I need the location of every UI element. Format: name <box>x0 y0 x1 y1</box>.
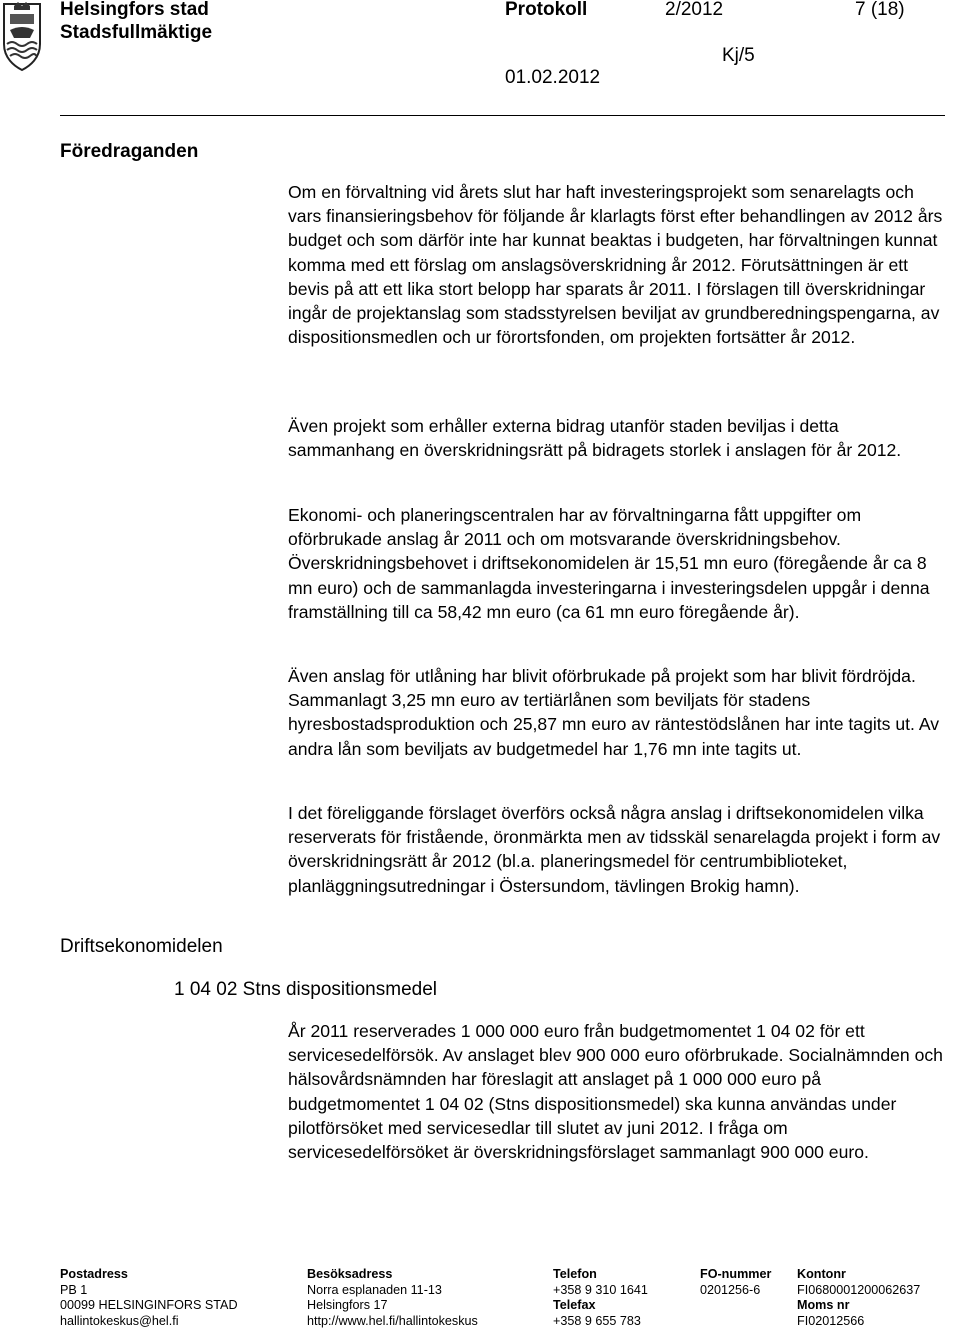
footer-fax-label: Telefax <box>553 1298 596 1313</box>
footer-postal-line: 00099 HELSINGINFORS STAD <box>60 1298 238 1313</box>
footer-visit-label: Besöksadress <box>307 1267 393 1281</box>
footer-vat-value: FI02012566 <box>797 1313 865 1328</box>
org-name: Helsingfors stad <box>60 0 209 20</box>
side-heading: Driftsekonomidelen <box>60 936 223 957</box>
paragraph-1: Om en förvaltning vid årets slut har haft investeringsprojekt som senarelagts och vars finansieringsbehov för följande år klarlagts först efter behandlingen av 2012 års budget och som därför inte har kunnat beaktas i budgeten, har förvaltningen kunnat komma med ett förslag om anslagsöverskridning år 2012. Förutsättningen är ett bevis på att ett lika stort belopp har sparats år 2011. I förslagen till överskridningar ingår de projektanslag som stadsstyrelsen beviljat av grundberedningspengarna, av dispositionsmedlen och ur förortsfonden, om projekten fortsätter år 2012. <box>288 182 943 348</box>
sub-heading: 1 04 02 Stns dispositionsmedel <box>174 979 437 1000</box>
header-divider <box>60 115 945 116</box>
footer-account-label: Kontonr <box>797 1267 846 1281</box>
footer-business-id-value: 0201256-6 <box>700 1282 761 1297</box>
footer-visit <box>307 1267 478 1329</box>
item-number: Kj/5 <box>722 45 755 66</box>
footer-phone-value: +358 9 310 1641 <box>553 1282 648 1297</box>
footer-account <box>797 1267 920 1329</box>
footer-postal-line: PB 1 <box>60 1282 88 1297</box>
footer-email-link[interactable]: hallintokeskus@hel.fi <box>60 1313 179 1328</box>
footer-website-link[interactable]: http://www.hel.fi/hallintokeskus <box>307 1313 478 1328</box>
paragraph-3: Ekonomi- och planeringscentralen har av förvaltningarna fått uppgifter om oförbrukade anslag år 2011 och om motsvarande överskridningsbehov. Överskridningsbehovet i driftsekonomidelen är 15,51 mn euro (föregående år ca 8 mn euro) och de sammanlagda investeringarna i investeringsdelen uppgår i denna framställning till ca 58,42 mn euro (ca 61 mn euro föregående år). <box>288 505 930 622</box>
section-title: Föredraganden <box>60 141 199 162</box>
footer-visit-line: Norra esplanaden 11-13 <box>307 1282 442 1297</box>
footer-phone-label: Telefon <box>553 1267 597 1281</box>
page-number: 7 (18) <box>855 0 905 20</box>
footer-visit-line: Helsingfors 17 <box>307 1298 388 1313</box>
paragraph-4: Även anslag för utlåning har blivit oförbrukade på projekt som har blivit fördröjda. Sammanlagt 3,25 mn euro av tertiärlånen som beviljats för stadens hyresbostadsproduktion och 25,87 mn euro av räntestödslånen har inte tagits ut. Av andra lån som beviljats av budgetmedel har 1,76 mn inte tagits ut. <box>288 666 940 759</box>
paragraph-5: I det föreliggande förslaget överförs också några anslag i driftsekonomidelen vilka reserverats för fristående, öronmärkta men av tidsskäl senarelagda projekt i form av överskridningsrätt år 2012 (bl.a. planeringsmedel för centrumbiblioteket, planläggningsutredningar i Östersundom, tävlingen Brokig hamn). <box>288 803 941 896</box>
document-type: Protokoll <box>505 0 588 20</box>
paragraph-6: År 2011 reserverades 1 000 000 euro från budgetmomentet 1 04 02 för ett servicesedelförsök. Av anslaget blev 900 000 euro oförbrukade. Socialnämnden och hälsovårdsnämnden har föreslagit att anslaget på 1 000 000 euro på budgetmomentet 1 04 02 (Stns dispositionsmedel) ska kunna användas under pilotförsöket med servicesedlar till slutet av juni 2012. I fråga om servicesedelförsöket är överskridningsförslaget sammanlagt 900 000 euro. <box>288 1021 943 1163</box>
meeting-date: 01.02.2012 <box>505 67 601 88</box>
protocol-number: 2/2012 <box>665 0 724 20</box>
footer-phone <box>553 1267 648 1329</box>
footer-business-id <box>700 1267 771 1298</box>
footer-vat-label: Moms nr <box>797 1298 850 1313</box>
footer-fax-value: +358 9 655 783 <box>553 1313 641 1328</box>
helsinki-coat-of-arms-logo <box>0 0 44 72</box>
footer-postal-label: Postadress <box>60 1267 128 1281</box>
paragraph-2: Även projekt som erhåller externa bidrag utanför staden beviljas i detta sammanhang en överskridningsrätt på bidragets storlek i anslagen för år 2012. <box>288 416 902 461</box>
footer-postal <box>60 1267 238 1329</box>
footer-account-value: FI0680001200062637 <box>797 1282 921 1297</box>
footer-business-id-label: FO-nummer <box>700 1267 772 1281</box>
body-name: Stadsfullmäktige <box>60 22 213 43</box>
